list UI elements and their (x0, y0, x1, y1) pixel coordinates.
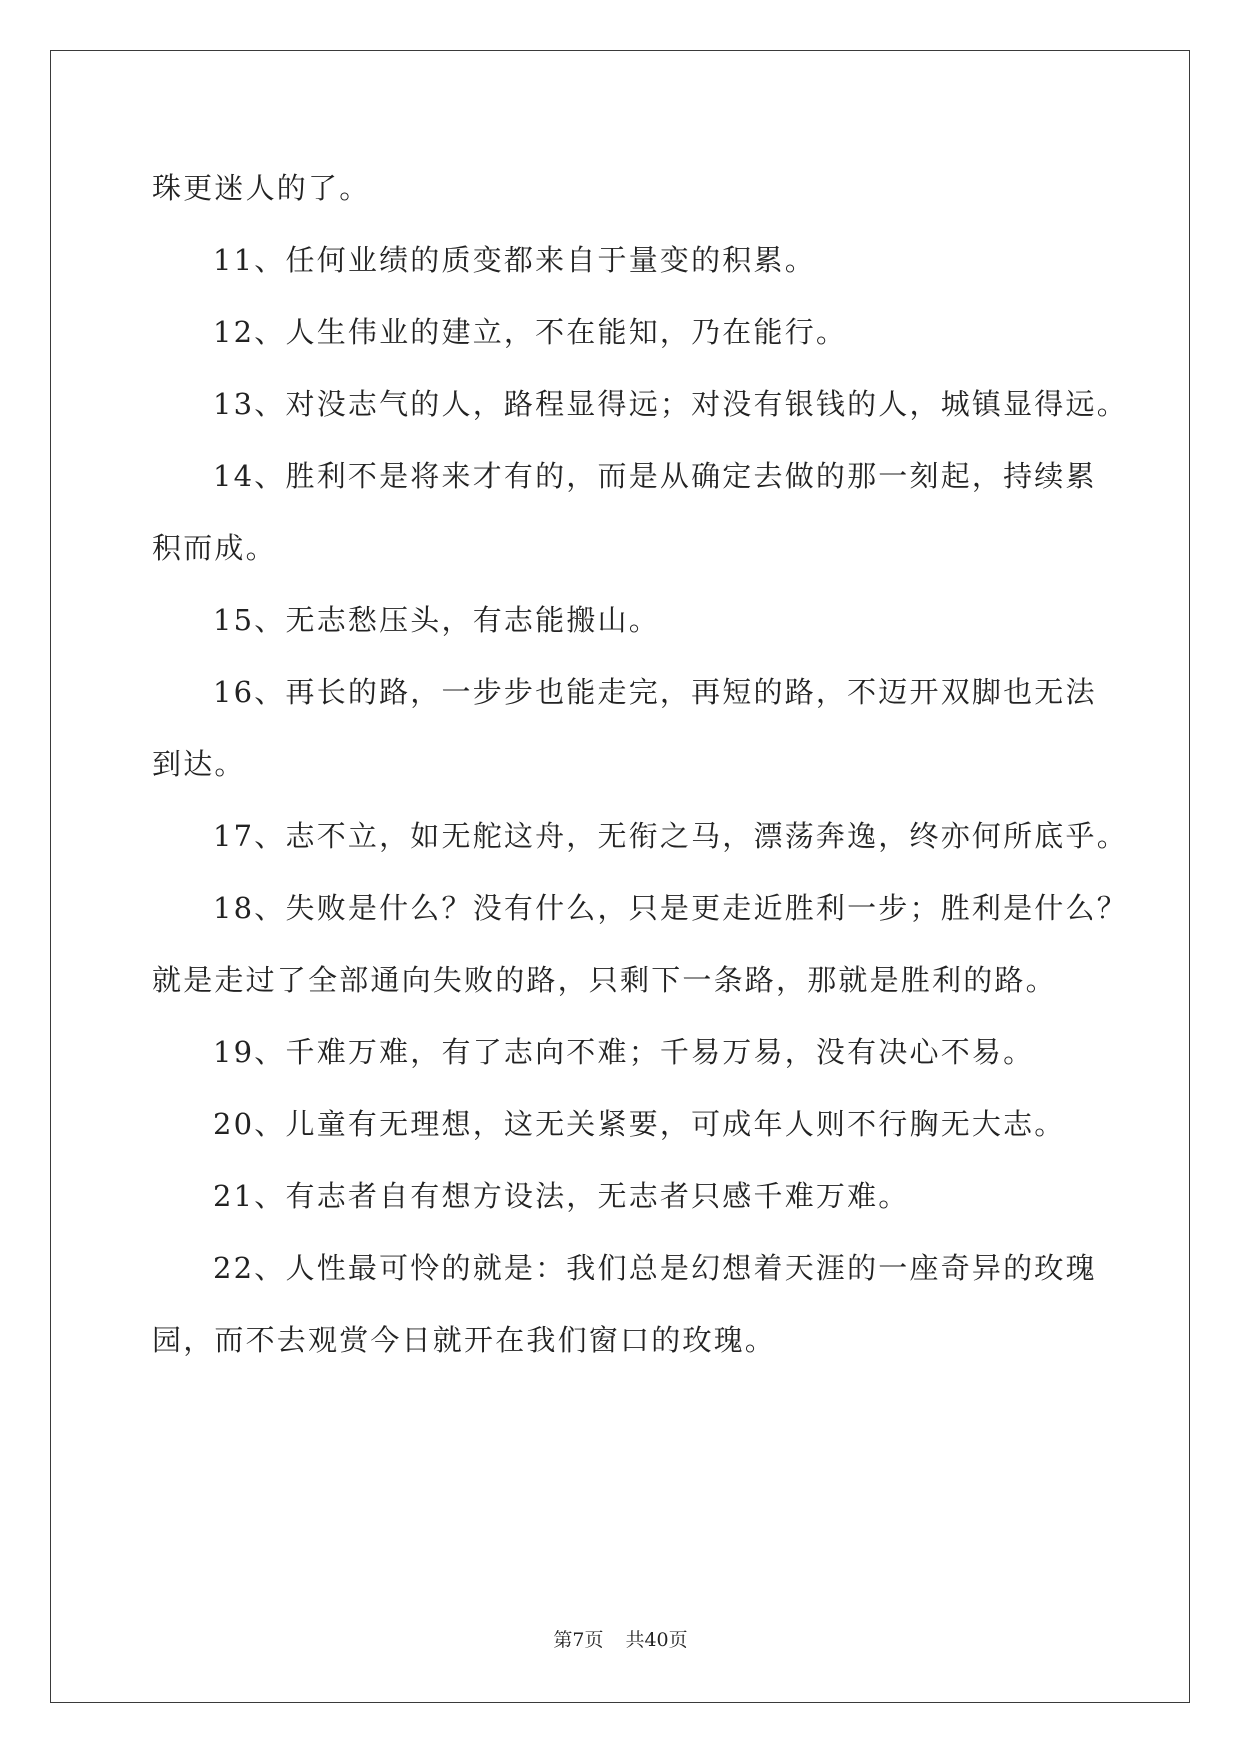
text-line: 18、失败是什么？没有什么，只是更走近胜利一步；胜利是什么？ (213, 891, 1128, 925)
text-line: 20、儿童有无理想，这无关紧要，可成年人则不行胸无大志。 (213, 1107, 1066, 1141)
text-line: 园，而不去观赏今日就开在我们窗口的玫瑰。 (152, 1323, 777, 1357)
text-line: 17、志不立，如无舵这舟，无衔之马，漂荡奔逸，终亦何所底乎。 (213, 819, 1128, 853)
page-number-current: 第7页 (553, 1629, 604, 1651)
text-line: 到达。 (152, 747, 246, 781)
page-number-total: 共40页 (625, 1629, 688, 1651)
text-line: 15、无志愁压头，有志能搬山。 (213, 603, 660, 637)
text-line: 14、胜利不是将来才有的，而是从确定去做的那一刻起，持续累 (213, 459, 1097, 493)
text-line: 珠更迷人的了。 (152, 171, 371, 205)
text-line: 22、人性最可怜的就是：我们总是幻想着天涯的一座奇异的玫瑰 (213, 1251, 1097, 1285)
page-border (50, 50, 1190, 1703)
text-line: 19、千难万难，有了志向不难；千易万易，没有决心不易。 (213, 1035, 1035, 1069)
text-line: 11、任何业绩的质变都来自于量变的积累。 (213, 243, 816, 277)
text-line: 就是走过了全部通向失败的路，只剩下一条路，那就是胜利的路。 (152, 963, 1057, 997)
text-line: 积而成。 (152, 531, 277, 565)
text-line: 16、再长的路，一步步也能走完，再短的路，不迈开双脚也无法 (213, 675, 1097, 709)
text-line: 12、人生伟业的建立，不在能知，乃在能行。 (213, 315, 848, 349)
page-footer (0, 1628, 1241, 1652)
text-line: 21、有志者自有想方设法，无志者只感千难万难。 (213, 1179, 910, 1213)
text-line: 13、对没志气的人，路程显得远；对没有银钱的人，城镇显得远。 (213, 387, 1128, 421)
